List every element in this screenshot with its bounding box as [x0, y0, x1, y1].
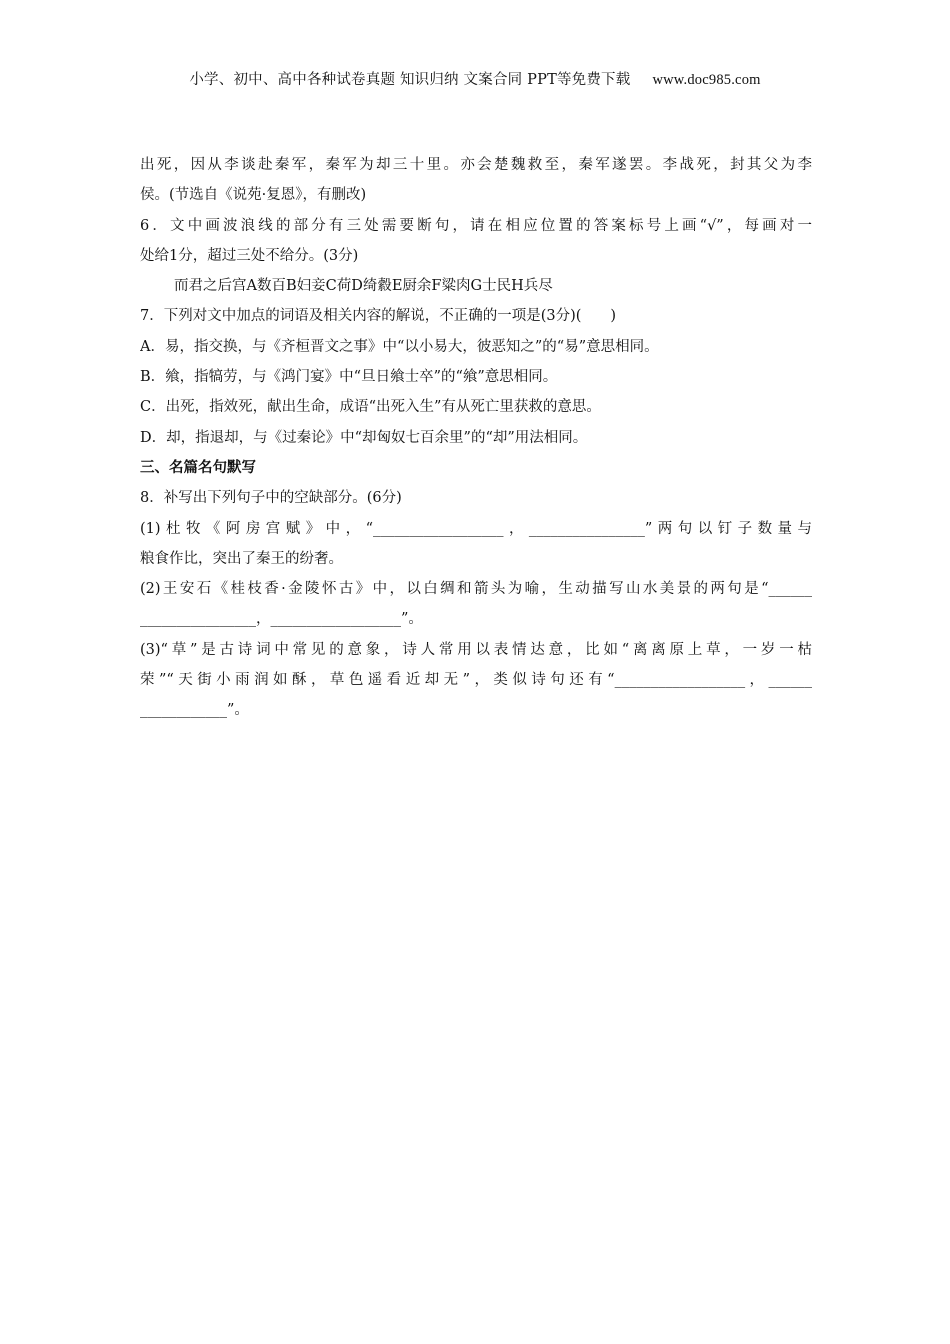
q8-part3-line-2: 荣”“天街小雨润如酥，草色遥看近却无”，类似诗句还有“__________________，______	[140, 672, 812, 689]
q8-part2-line-2: ________________，__________________”。	[140, 611, 423, 628]
q8-stem: 8．补写出下列句子中的空缺部分。(6分)	[140, 490, 402, 507]
q7-option-c: C．出死，指效死，献出生命，成语“出死入生”有从死亡里获救的意思。	[140, 399, 601, 416]
dotted-char: 出	[140, 157, 155, 173]
q7-option-d: D．却，指退却，与《过秦论》中“却匈奴七百余里”的“却”用法相同。	[140, 429, 588, 446]
page-header	[0, 68, 950, 89]
q6-stem-line-2: 处给1分，超过三处不给分。(3分)	[140, 247, 359, 264]
q8-part2-line-1: (2)王安石《桂枝香·金陵怀古》中，以白绸和箭头为喻，生动描写山水美景的两句是“______	[140, 581, 812, 598]
q6-options: 而君之后宫A数百B妇妾C荷D绮縠E厨余F粱肉G士民H兵尽	[174, 278, 553, 295]
q8-part3-line-1: (3)“草”是古诗词中常见的意象，诗人常用以表情达意，比如“离离原上草，一岁一枯	[140, 641, 812, 658]
passage-line-1: 出死，因从李谈赴秦军，秦军为却三十里。亦会楚魏救至，秦军遂罢。李战死，封其父为李	[140, 150, 812, 180]
q8-part3-line-3: ____________”。	[140, 702, 249, 719]
document-body	[140, 150, 812, 726]
dotted-char: 却	[376, 157, 391, 173]
q8-part1-line-1: (1)杜牧《阿房宫赋》中，“__________________，________________”两句以钉子数量与	[140, 520, 812, 537]
q7-stem: 7．下列对文中加点的词语及相关内容的解说，不正确的一项是(3分)( )	[140, 308, 617, 325]
section-title: 三、名篇名句默写	[140, 458, 256, 476]
header-text: 小学、初中、高中各种试卷真题 知识归纳 文案合同 PPT等免费下载	[189, 72, 631, 88]
header-site-link[interactable]: www.doc985.com	[652, 72, 761, 88]
passage-line-2: 侯。(节选自《说苑·复恩》，有删改)	[140, 187, 367, 204]
q6-stem-line-1: 6．文中画波浪线的部分有三处需要断句，请在相应位置的答案标号上画“√”，每画对一	[140, 217, 812, 234]
q8-part1-line-2: 粮食作比，突出了秦王的纷奢。	[140, 550, 343, 567]
q7-option-b: B．飨，指犒劳，与《鸿门宴》中“旦日飨士卒”的“飨”意思相同。	[140, 369, 558, 386]
q7-option-a: A．易，指交换，与《齐桓晋文之事》中“以小易大，彼恶知之”的“易”意思相同。	[140, 338, 659, 355]
